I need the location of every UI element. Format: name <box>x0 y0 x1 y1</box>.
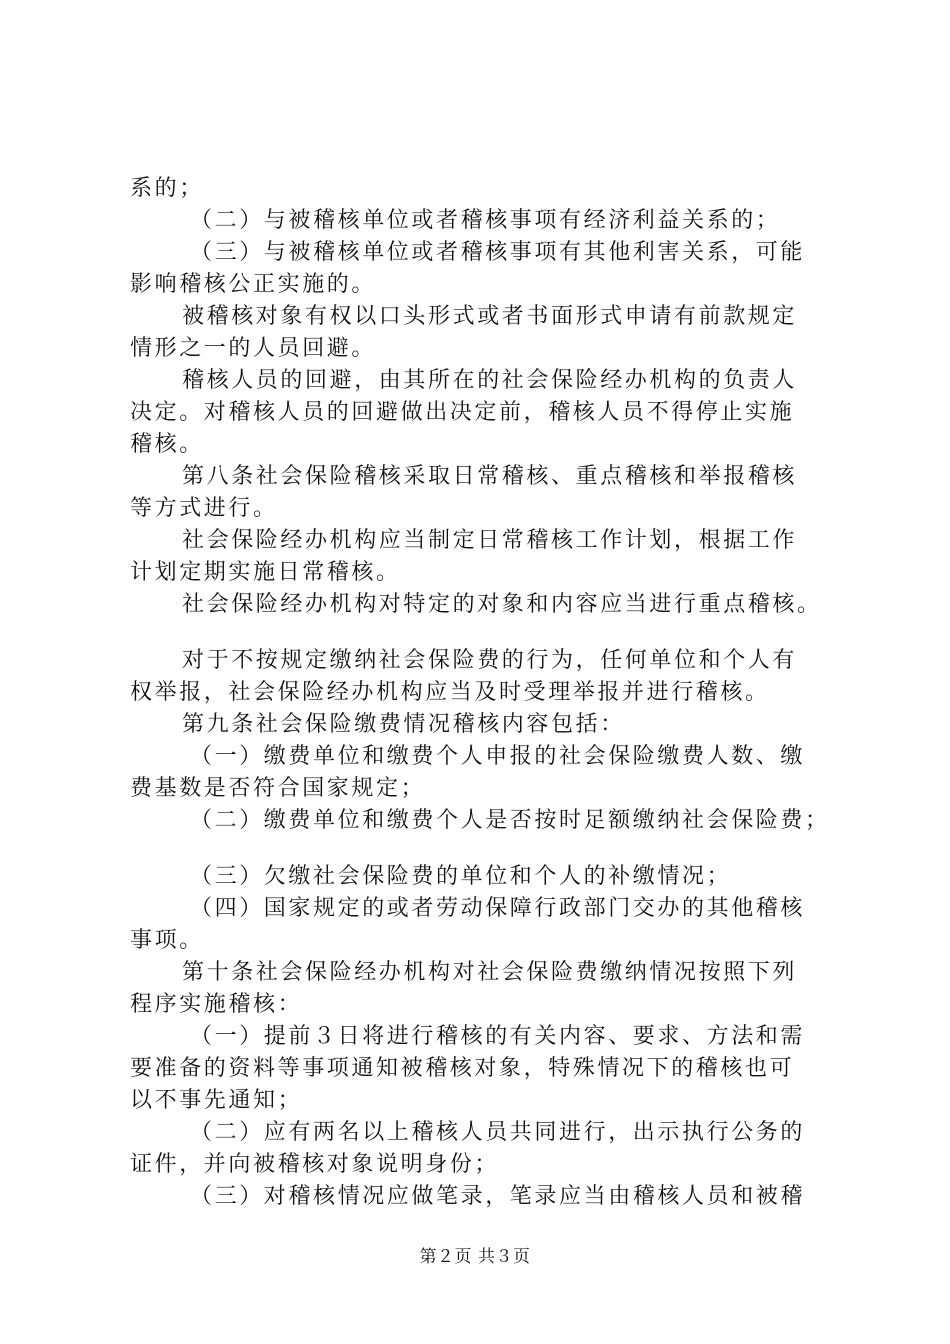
text-line: （一）提前３日将进行稽核的有关内容、要求、方法和需 <box>190 1024 806 1049</box>
page-number-footer: 第２页 共３页 <box>419 1247 531 1267</box>
text-line: （二）缴费单位和缴费个人是否按时足额缴纳社会保险费； <box>190 808 830 833</box>
text-line: 影响稽核公正实施的。 <box>130 272 377 297</box>
paragraph-gap <box>130 621 850 645</box>
text-line: 费基数是否符合国家规定； <box>130 776 426 801</box>
text-line: 第十条社会保险经办机构对社会保险费缴纳情况按照下列 <box>182 960 798 985</box>
text-line: 权举报，社会保险经办机构应当及时受理举报并进行稽核。 <box>130 680 770 705</box>
text-line: 事项。 <box>130 928 204 953</box>
paragraph-gap <box>130 837 850 861</box>
text-line: （二）与被稽核单位或者稽核事项有经济利益关系的； <box>190 208 781 233</box>
document-body <box>130 173 850 1213</box>
text-line: 对于不按规定缴纳社会保险费的行为，任何单位和个人有 <box>182 648 798 673</box>
text-line: （三）欠缴社会保险费的单位和个人的补缴情况； <box>190 864 732 889</box>
text-line: 情形之一的人员回避。 <box>130 336 377 361</box>
text-line: 决定。对稽核人员的回避做出决定前，稽核人员不得停止实施 <box>130 400 795 425</box>
text-line: 稽核。 <box>130 432 204 457</box>
text-line: 社会保险经办机构对特定的对象和内容应当进行重点稽核。 <box>182 592 822 617</box>
text-line: 证件，并向被稽核对象说明身份； <box>130 1152 500 1177</box>
text-line: 被稽核对象有权以口头形式或者书面形式申请有前款规定 <box>182 304 798 329</box>
text-line: 等方式进行。 <box>130 496 278 521</box>
text-line: 以不事先通知； <box>130 1088 303 1113</box>
text-line: 社会保险经办机构应当制定日常稽核工作计划，根据工作 <box>182 528 798 553</box>
text-line: 稽核人员的回避，由其所在的社会保险经办机构的负责人 <box>182 368 798 393</box>
text-line: （一）缴费单位和缴费个人申报的社会保险缴费人数、缴 <box>190 744 806 769</box>
text-line: 程序实施稽核： <box>130 992 303 1017</box>
text-line: （三）对稽核情况应做笔录，笔录应当由稽核人员和被稽 <box>190 1184 806 1209</box>
text-line: 计划定期实施日常稽核。 <box>130 560 401 585</box>
text-line: 系的； <box>130 176 204 201</box>
text-line: 第九条社会保险缴费情况稽核内容包括： <box>182 712 625 737</box>
text-line: 要准备的资料等事项通知被稽核对象，特殊情况下的稽核也可 <box>130 1056 795 1081</box>
text-line: 第八条社会保险稽核采取日常稽核、重点稽核和举报稽核 <box>182 464 798 489</box>
text-line: （三）与被稽核单位或者稽核事项有其他利害关系，可能 <box>190 240 806 265</box>
text-line: （二）应有两名以上稽核人员共同进行，出示执行公务的 <box>190 1120 806 1145</box>
text-line: （四）国家规定的或者劳动保障行政部门交办的其他稽核 <box>190 896 806 921</box>
